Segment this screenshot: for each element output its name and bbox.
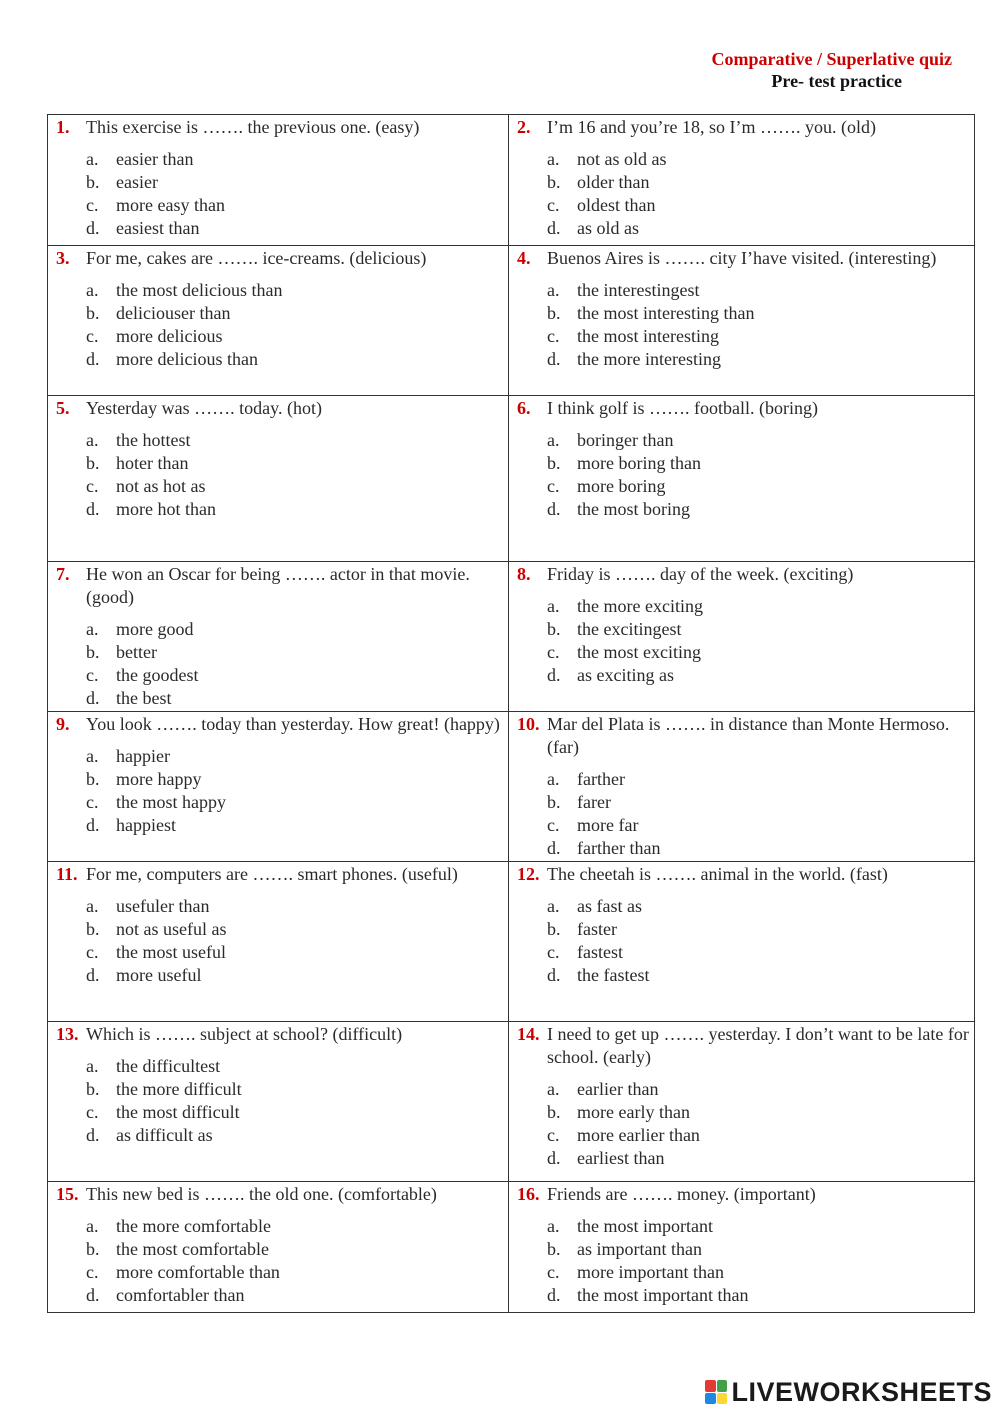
- answer-option[interactable]: [547, 194, 970, 217]
- option-text: more happy: [116, 769, 202, 789]
- option-letter: a.: [547, 149, 560, 169]
- option-letter: a.: [86, 746, 99, 766]
- option-text: the excitingest: [577, 619, 682, 639]
- question-number: 9.: [56, 714, 70, 734]
- option-list: [547, 148, 970, 240]
- answer-option[interactable]: [547, 498, 970, 521]
- quiz-row: [48, 396, 975, 562]
- question-cell: [48, 246, 509, 396]
- option-letter: c.: [547, 642, 560, 662]
- answer-option[interactable]: [86, 895, 504, 918]
- answer-option[interactable]: [86, 1101, 504, 1124]
- option-text: oldest than: [577, 195, 656, 215]
- option-text: easiest than: [116, 218, 200, 238]
- answer-option[interactable]: [86, 618, 504, 641]
- answer-option[interactable]: [547, 791, 970, 814]
- question-cell: [48, 562, 509, 712]
- option-text: more delicious than: [116, 349, 258, 369]
- question-number: 12.: [517, 864, 540, 884]
- option-text: as old as: [577, 218, 639, 238]
- answer-option[interactable]: [86, 475, 504, 498]
- header: [632, 48, 952, 92]
- question-text: You look ……. today than yesterday. How great! (happy): [86, 714, 500, 734]
- option-list: [86, 148, 504, 240]
- logo-square-red: [705, 1380, 716, 1392]
- question-number: 2.: [517, 117, 531, 137]
- question: [56, 563, 504, 609]
- answer-option[interactable]: [547, 1215, 970, 1238]
- option-letter: a.: [547, 1216, 560, 1236]
- option-text: more easy than: [116, 195, 225, 215]
- logo-square-green: [717, 1380, 728, 1392]
- option-text: more useful: [116, 965, 202, 985]
- question-cell: [48, 712, 509, 862]
- answer-option[interactable]: [547, 768, 970, 791]
- answer-option[interactable]: [86, 1215, 504, 1238]
- answer-option[interactable]: [86, 745, 504, 768]
- option-letter: a.: [86, 896, 99, 916]
- answer-option[interactable]: [547, 941, 970, 964]
- quiz-row: [48, 1182, 975, 1313]
- option-text: the goodest: [116, 665, 199, 685]
- question-text: I think golf is ……. football. (boring): [547, 398, 818, 418]
- option-text: the most important than: [577, 1285, 749, 1305]
- answer-option[interactable]: [547, 302, 970, 325]
- answer-option[interactable]: [86, 217, 504, 240]
- option-letter: a.: [86, 149, 99, 169]
- answer-option[interactable]: [86, 1284, 504, 1307]
- answer-option[interactable]: [547, 895, 970, 918]
- answer-option[interactable]: [547, 348, 970, 371]
- answer-option[interactable]: [547, 918, 970, 941]
- answer-option[interactable]: [86, 941, 504, 964]
- question: [56, 713, 504, 736]
- answer-option[interactable]: [547, 1101, 970, 1124]
- answer-option[interactable]: [547, 429, 970, 452]
- option-text: the difficultest: [116, 1056, 221, 1076]
- answer-option[interactable]: [86, 148, 504, 171]
- option-letter: c.: [547, 942, 560, 962]
- question: [517, 563, 970, 586]
- option-letter: a.: [547, 430, 560, 450]
- option-list: [547, 895, 970, 987]
- option-text: the most difficult: [116, 1102, 240, 1122]
- option-letter: c.: [86, 1102, 99, 1122]
- answer-option[interactable]: [86, 194, 504, 217]
- option-list: [86, 618, 504, 710]
- logo-square-yellow: [717, 1393, 728, 1405]
- question-cell: [48, 1022, 509, 1182]
- option-letter: a.: [547, 896, 560, 916]
- option-letter: c.: [86, 1262, 99, 1282]
- option-text: the more exciting: [577, 596, 703, 616]
- option-text: as fast as: [577, 896, 642, 916]
- option-letter: d.: [547, 838, 561, 858]
- option-text: more earlier than: [577, 1125, 700, 1145]
- question-text: Mar del Plata is ……. in distance than Monte Hermoso. (far): [547, 714, 950, 757]
- option-text: farer: [577, 792, 611, 812]
- option-letter: d.: [547, 965, 561, 985]
- option-text: more delicious: [116, 326, 223, 346]
- option-text: the more comfortable: [116, 1216, 271, 1236]
- question: [517, 863, 970, 886]
- answer-option[interactable]: [86, 1124, 504, 1147]
- option-text: the most happy: [116, 792, 226, 812]
- answer-option[interactable]: [547, 452, 970, 475]
- option-letter: a.: [547, 280, 560, 300]
- liveworksheets-logo: [705, 1377, 992, 1407]
- option-text: as difficult as: [116, 1125, 213, 1145]
- question-text: This new bed is ……. the old one. (comfortable): [86, 1184, 437, 1204]
- option-letter: a.: [86, 1056, 99, 1076]
- answer-option[interactable]: [547, 641, 970, 664]
- option-letter: d.: [86, 1125, 100, 1145]
- option-text: deliciouser than: [116, 303, 231, 323]
- option-letter: c.: [86, 195, 99, 215]
- question-text: Which is ……. subject at school? (difficult): [86, 1024, 403, 1044]
- option-letter: b.: [547, 1239, 561, 1259]
- answer-option[interactable]: [86, 791, 504, 814]
- option-text: usefuler than: [116, 896, 210, 916]
- question-text: I need to get up ……. yesterday. I don’t want to be late for school. (early): [547, 1024, 969, 1067]
- option-letter: c.: [547, 1262, 560, 1282]
- option-text: the most comfortable: [116, 1239, 269, 1259]
- answer-option[interactable]: [547, 618, 970, 641]
- option-text: more boring than: [577, 453, 701, 473]
- question-cell: [509, 562, 975, 712]
- answer-option[interactable]: [86, 348, 504, 371]
- option-letter: b.: [547, 792, 561, 812]
- answer-option[interactable]: [86, 1055, 504, 1078]
- answer-option[interactable]: [86, 279, 504, 302]
- option-letter: d.: [547, 1148, 561, 1168]
- option-text: better: [116, 642, 157, 662]
- option-letter: b.: [547, 172, 561, 192]
- question-text: Buenos Aires is ……. city I’have visited. (interesting): [547, 248, 937, 268]
- option-text: more good: [116, 619, 194, 639]
- question-cell: [509, 115, 975, 246]
- option-text: farther: [577, 769, 625, 789]
- option-letter: c.: [547, 326, 560, 346]
- question-number: 8.: [517, 564, 531, 584]
- question: [517, 397, 970, 420]
- option-letter: d.: [547, 218, 561, 238]
- option-text: the fastest: [577, 965, 650, 985]
- option-text: more early than: [577, 1102, 690, 1122]
- question: [517, 1183, 970, 1206]
- option-text: the most exciting: [577, 642, 701, 662]
- option-letter: b.: [86, 303, 100, 323]
- question: [56, 1183, 504, 1206]
- option-letter: b.: [86, 1239, 100, 1259]
- option-letter: b.: [86, 172, 100, 192]
- question-cell: [48, 396, 509, 562]
- question-cell: [509, 862, 975, 1022]
- answer-option[interactable]: [86, 1238, 504, 1261]
- quiz-row: [48, 115, 975, 246]
- option-letter: d.: [86, 218, 100, 238]
- question-text: For me, cakes are ……. ice-creams. (delicious): [86, 248, 427, 268]
- answer-option[interactable]: [86, 325, 504, 348]
- question-cell: [509, 396, 975, 562]
- option-letter: b.: [86, 453, 100, 473]
- option-letter: b.: [547, 919, 561, 939]
- option-letter: c.: [86, 942, 99, 962]
- answer-option[interactable]: [547, 1284, 970, 1307]
- answer-option[interactable]: [86, 302, 504, 325]
- question-number: 10.: [517, 714, 540, 734]
- question: [56, 397, 504, 420]
- question-cell: [48, 862, 509, 1022]
- answer-option[interactable]: [86, 964, 504, 987]
- option-letter: a.: [547, 1079, 560, 1099]
- option-list: [86, 1055, 504, 1147]
- option-list: [86, 745, 504, 837]
- option-text: happier: [116, 746, 170, 766]
- option-letter: b.: [86, 769, 100, 789]
- option-text: easier than: [116, 149, 194, 169]
- option-letter: d.: [86, 965, 100, 985]
- option-letter: c.: [86, 792, 99, 812]
- logo-square-blue: [705, 1393, 716, 1405]
- logo-text: LIVEWORKSHEETS: [731, 1376, 992, 1407]
- option-list: [547, 1078, 970, 1170]
- option-text: boringer than: [577, 430, 674, 450]
- answer-option[interactable]: [547, 475, 970, 498]
- question-number: 5.: [56, 398, 70, 418]
- answer-option[interactable]: [547, 595, 970, 618]
- option-text: the most boring: [577, 499, 690, 519]
- question-number: 14.: [517, 1024, 540, 1044]
- option-text: the hottest: [116, 430, 191, 450]
- option-text: hoter than: [116, 453, 189, 473]
- question: [56, 863, 504, 886]
- option-list: [547, 768, 970, 860]
- option-letter: a.: [547, 596, 560, 616]
- option-letter: d.: [547, 665, 561, 685]
- option-text: farther than: [577, 838, 661, 858]
- option-letter: c.: [547, 1125, 560, 1145]
- option-letter: d.: [547, 499, 561, 519]
- question-text: This exercise is ……. the previous one. (easy): [86, 117, 420, 137]
- option-letter: d.: [547, 1285, 561, 1305]
- option-text: comfortabler than: [116, 1285, 245, 1305]
- answer-option[interactable]: [86, 429, 504, 452]
- answer-option[interactable]: [547, 964, 970, 987]
- option-text: fastest: [577, 942, 623, 962]
- quiz-row: [48, 862, 975, 1022]
- option-text: more important than: [577, 1262, 724, 1282]
- answer-option[interactable]: [547, 1147, 970, 1170]
- question: [517, 713, 970, 759]
- option-text: easier: [116, 172, 158, 192]
- option-letter: c.: [86, 326, 99, 346]
- question: [56, 247, 504, 270]
- option-text: the most interesting: [577, 326, 719, 346]
- answer-option[interactable]: [547, 279, 970, 302]
- answer-option[interactable]: [547, 664, 970, 687]
- option-letter: b.: [547, 619, 561, 639]
- answer-option[interactable]: [547, 217, 970, 240]
- quiz-row: [48, 562, 975, 712]
- option-text: the more interesting: [577, 349, 721, 369]
- option-text: the interestingest: [577, 280, 700, 300]
- option-list: [547, 279, 970, 371]
- option-text: not as old as: [577, 149, 667, 169]
- question-text: Friday is ……. day of the week. (exciting): [547, 564, 854, 584]
- option-letter: b.: [547, 453, 561, 473]
- question: [517, 116, 970, 139]
- option-text: faster: [577, 919, 617, 939]
- answer-option[interactable]: [86, 918, 504, 941]
- option-letter: d.: [86, 815, 100, 835]
- option-text: the most delicious than: [116, 280, 283, 300]
- option-letter: b.: [547, 1102, 561, 1122]
- option-letter: a.: [547, 769, 560, 789]
- question-text: He won an Oscar for being ……. actor in that movie. (good): [86, 564, 470, 607]
- answer-option[interactable]: [86, 171, 504, 194]
- option-list: [547, 1215, 970, 1307]
- answer-option[interactable]: [86, 814, 504, 837]
- option-text: earliest than: [577, 1148, 665, 1168]
- question-text: I’m 16 and you’re 18, so I’m ……. you. (old): [547, 117, 876, 137]
- option-text: happiest: [116, 815, 176, 835]
- quiz-table: [47, 114, 975, 1313]
- question-cell: [48, 1182, 509, 1313]
- question-number: 3.: [56, 248, 70, 268]
- answer-option[interactable]: [86, 498, 504, 521]
- option-letter: c.: [547, 195, 560, 215]
- question-cell: [509, 1182, 975, 1313]
- option-letter: c.: [547, 476, 560, 496]
- option-text: the most important: [577, 1216, 713, 1236]
- option-letter: c.: [86, 476, 99, 496]
- question-number: 16.: [517, 1184, 540, 1204]
- option-letter: c.: [86, 665, 99, 685]
- option-list: [547, 429, 970, 521]
- answer-option[interactable]: [86, 641, 504, 664]
- option-letter: a.: [86, 430, 99, 450]
- option-letter: a.: [86, 1216, 99, 1236]
- question: [517, 1023, 970, 1069]
- answer-option[interactable]: [547, 1124, 970, 1147]
- option-text: not as hot as: [116, 476, 206, 496]
- question: [56, 116, 504, 139]
- answer-option[interactable]: [86, 452, 504, 475]
- question: [56, 1023, 504, 1046]
- answer-option[interactable]: [547, 171, 970, 194]
- option-letter: d.: [86, 349, 100, 369]
- question-number: 15.: [56, 1184, 79, 1204]
- option-letter: b.: [86, 919, 100, 939]
- option-list: [86, 279, 504, 371]
- question-number: 1.: [56, 117, 70, 137]
- question-number: 13.: [56, 1024, 79, 1044]
- question-text: For me, computers are ……. smart phones. (useful): [86, 864, 458, 884]
- question-text: Friends are ……. money. (important): [547, 1184, 816, 1204]
- quiz-title: Comparative / Superlative quiz: [711, 49, 952, 69]
- quiz-subtitle: Pre- test practice: [771, 71, 902, 91]
- question-text: The cheetah is ……. animal in the world. (fast): [547, 864, 888, 884]
- answer-option[interactable]: [547, 325, 970, 348]
- option-text: as exciting as: [577, 665, 674, 685]
- question-number: 4.: [517, 248, 531, 268]
- option-letter: b.: [86, 642, 100, 662]
- option-text: more far: [577, 815, 639, 835]
- quiz-row: [48, 1022, 975, 1182]
- option-letter: b.: [547, 303, 561, 323]
- answer-option[interactable]: [86, 687, 504, 710]
- answer-option[interactable]: [86, 1261, 504, 1284]
- option-letter: d.: [86, 688, 100, 708]
- option-text: the more difficult: [116, 1079, 242, 1099]
- option-list: [86, 1215, 504, 1307]
- option-text: the most useful: [116, 942, 226, 962]
- answer-option[interactable]: [86, 768, 504, 791]
- option-text: more boring: [577, 476, 666, 496]
- question: [517, 247, 970, 270]
- option-list: [86, 895, 504, 987]
- answer-option[interactable]: [547, 1078, 970, 1101]
- option-text: not as useful as: [116, 919, 227, 939]
- answer-option[interactable]: [547, 148, 970, 171]
- answer-option[interactable]: [547, 1238, 970, 1261]
- quiz-row: [48, 712, 975, 862]
- option-text: more hot than: [116, 499, 216, 519]
- answer-option[interactable]: [86, 1078, 504, 1101]
- answer-option[interactable]: [547, 837, 970, 860]
- quiz-row: [48, 246, 975, 396]
- option-text: earlier than: [577, 1079, 659, 1099]
- option-letter: a.: [86, 619, 99, 639]
- option-list: [547, 595, 970, 687]
- option-letter: b.: [86, 1079, 100, 1099]
- answer-option[interactable]: [86, 664, 504, 687]
- question-number: 7.: [56, 564, 70, 584]
- option-letter: d.: [86, 1285, 100, 1305]
- question-cell: [48, 115, 509, 246]
- question-cell: [509, 246, 975, 396]
- question-number: 11.: [56, 864, 78, 884]
- option-letter: c.: [547, 815, 560, 835]
- option-letter: d.: [547, 349, 561, 369]
- question-cell: [509, 1022, 975, 1182]
- option-text: the most interesting than: [577, 303, 755, 323]
- option-text: as important than: [577, 1239, 702, 1259]
- answer-option[interactable]: [547, 1261, 970, 1284]
- answer-option[interactable]: [547, 814, 970, 837]
- option-text: the best: [116, 688, 172, 708]
- question-text: Yesterday was ……. today. (hot): [86, 398, 322, 418]
- option-list: [86, 429, 504, 521]
- logo-icon: [705, 1380, 727, 1404]
- option-text: older than: [577, 172, 650, 192]
- option-text: more comfortable than: [116, 1262, 280, 1282]
- question-cell: [509, 712, 975, 862]
- option-letter: a.: [86, 280, 99, 300]
- question-number: 6.: [517, 398, 531, 418]
- option-letter: d.: [86, 499, 100, 519]
